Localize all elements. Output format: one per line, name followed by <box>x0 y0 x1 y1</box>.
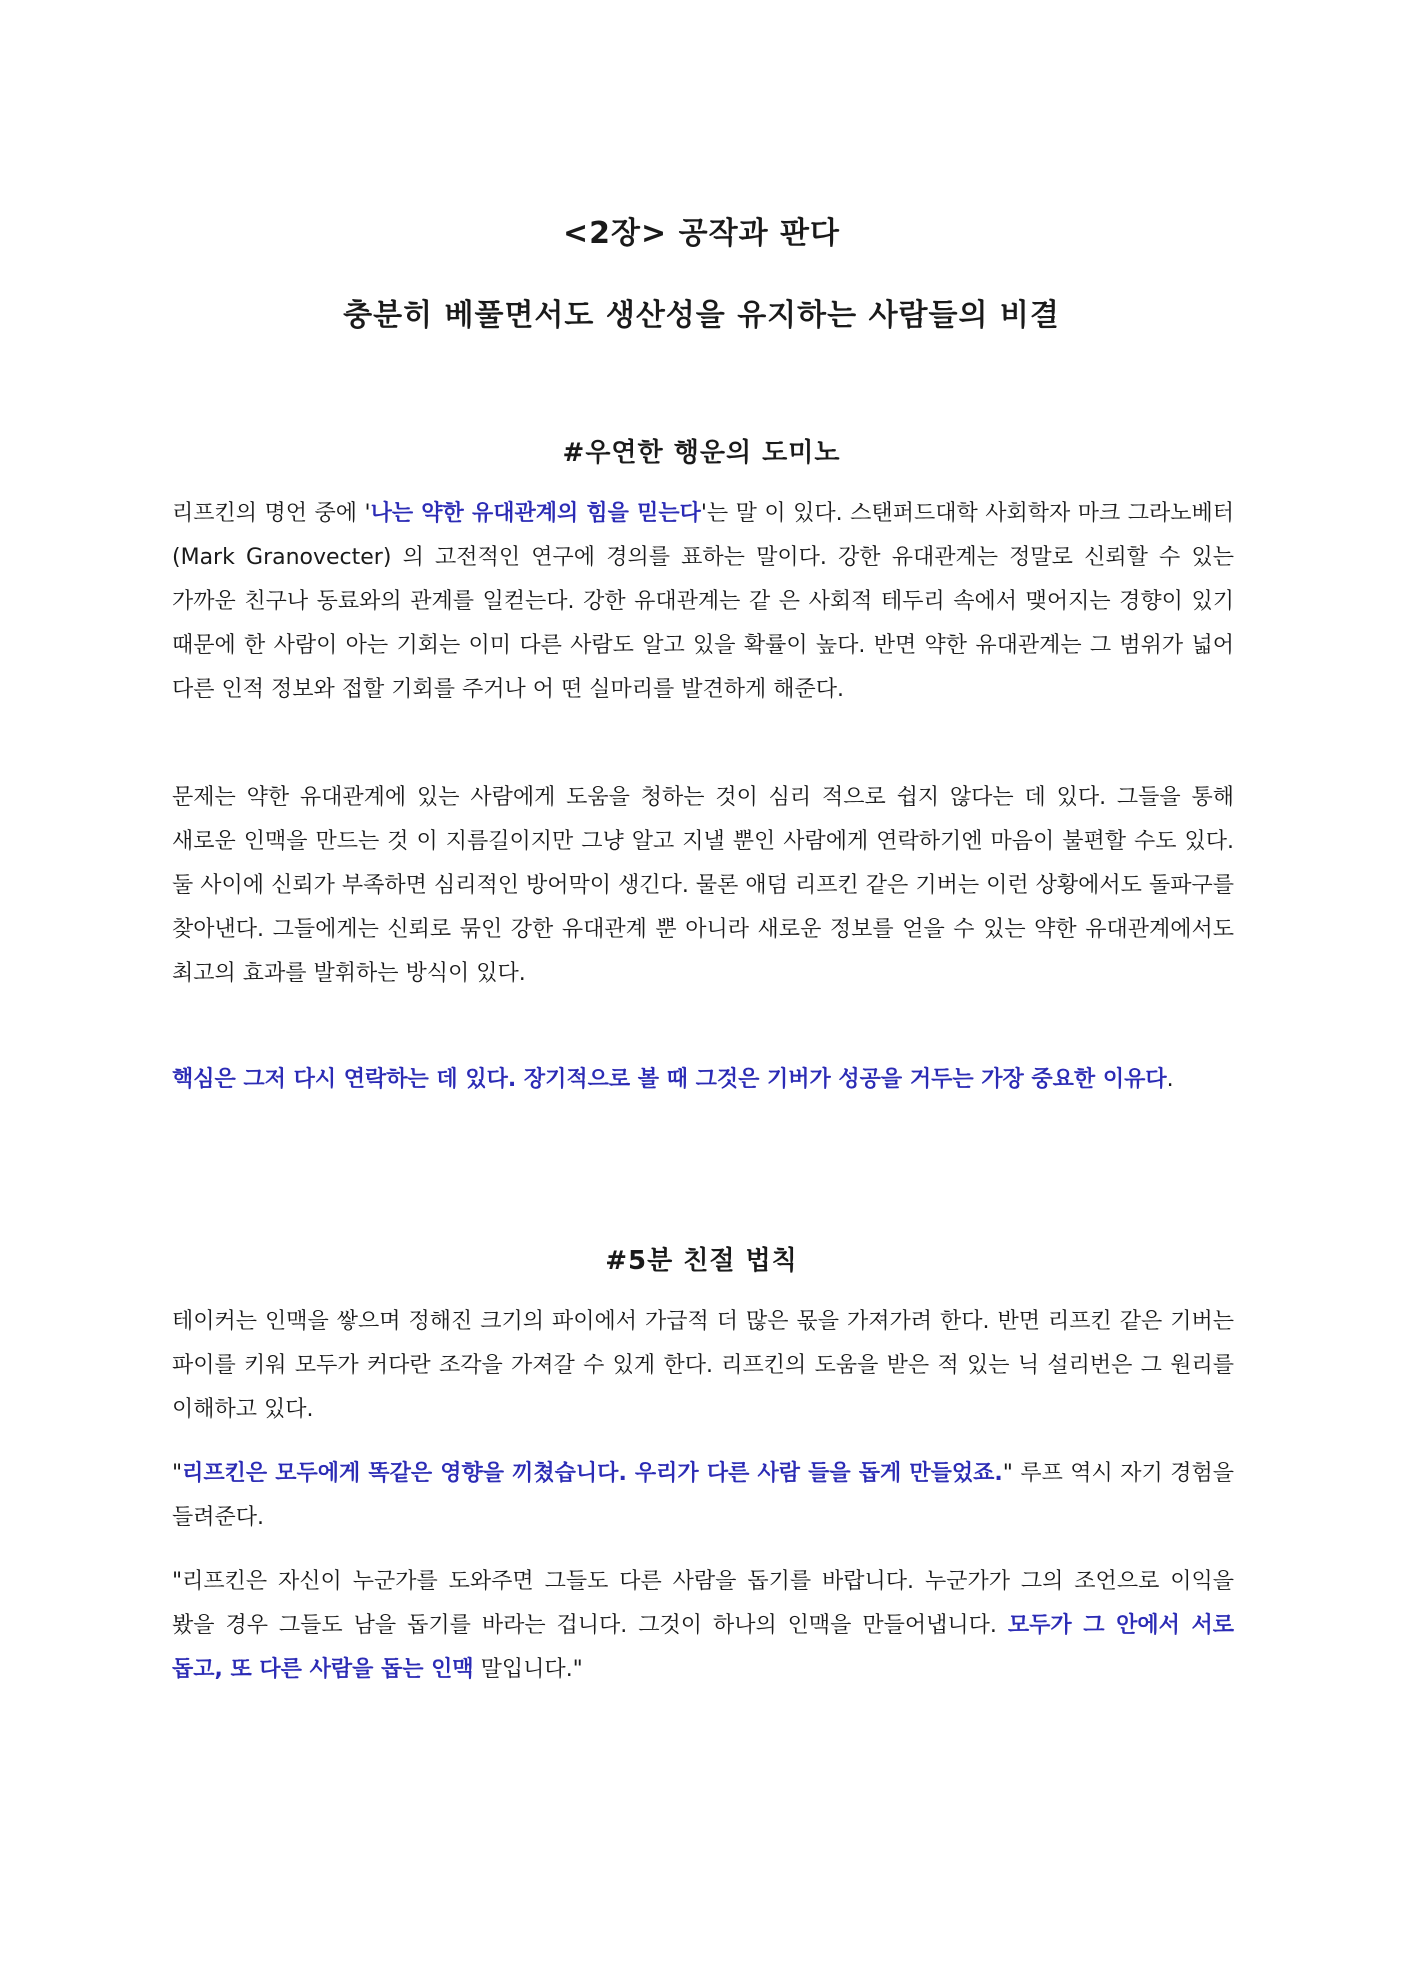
section-heading-domino: #우연한 행운의 도미노 <box>562 438 841 468</box>
paragraph-text: 말입니다." <box>473 1657 583 1682</box>
paragraph <box>172 492 1234 712</box>
quote-paragraph <box>172 1560 1234 1692</box>
highlighted-quote: 나는 약한 유대관계의 힘을 믿는다 <box>370 501 701 526</box>
quote-paragraph <box>172 1452 1234 1540</box>
paragraph-text: '는 말 이 있다. 스탠퍼드대학 사회학자 마크 그라노베터(Mark Granovecter) 의 고전적인 연구에 경의를 표하는 말이다. 강한 유대관계는 정말로 신뢰할 수 있는 가까운 친구나 동료와의 관계를 일컫는다. 강한 유대관계는 같 은 사회적 테두리 속에서 맺어지는 경향이 있기 때문에 한 사람이 아는 기회는 이미 다른 사람도 알고 있을 확률이 높다. 반면 약한 유대관계는 그 범위가 넓어 다른 인적 정보와 접할 기회를 주거나 어 떤 실마리를 발견하게 해준다. <box>172 501 1234 702</box>
section-heading-kindness: #5분 친절 법칙 <box>605 1246 798 1276</box>
paragraph-text: 리프킨의 명언 중에 ' <box>172 501 371 526</box>
chapter-title: <2장> 공작과 판다 <box>563 216 840 251</box>
paragraph: 테이커는 인맥을 쌓으며 정해진 크기의 파이에서 가급적 더 많은 몫을 가져가려 한다. 반면 리프킨 같은 기버는 파이를 키워 모두가 커다란 조각을 가져갈 수 있게 한다. 리프킨의 도움을 받은 적 있는 닉 설리번은 그 원리를 이해하고 있다. <box>172 1309 1234 1422</box>
key-point-paragraph <box>172 1058 1234 1102</box>
paragraph-text: " <box>172 1461 183 1486</box>
paragraph-text: " 루프 역시 자기 경험을 들려준다. <box>172 1461 1234 1530</box>
paragraph-text: . <box>1166 1067 1174 1092</box>
chapter-subtitle: 충분히 베풀면서도 생산성을 유지하는 사람들의 비결 <box>343 298 1060 333</box>
paragraph-text: "리프킨은 자신이 누군가를 도와주면 그들도 다른 사람을 돕기를 바랍니다. 누군가가 그의 조언으로 이익을 봤을 경우 그들도 남을 돕기를 바라는 겁니다. 그것이 하나의 인맥을 만들어냅니다. <box>172 1569 1234 1638</box>
highlighted-text: 핵심은 그저 다시 연락하는 데 있다. 장기적으로 볼 때 그것은 기버가 성공을 거두는 가장 중요한 이유다 <box>172 1067 1167 1092</box>
paragraph: 문제는 약한 유대관계에 있는 사람에게 도움을 청하는 것이 심리 적으로 쉽지 않다는 데 있다. 그들을 통해 새로운 인맥을 만드는 것 이 지름길이지만 그냥 알고 지낼 뿐인 사람에게 연락하기엔 마음이 불편할 수도 있다. 둘 사이에 신뢰가 부족하면 심리적인 방어막이 생긴다. 물론 애덤 리프킨 같은 기버는 이런 상황에서도 돌파구를 찾아낸다. 그들에게는 신뢰로 묶인 강한 유대관계 뿐 아니라 새로운 정보를 얻을 수 있는 약한 유대관계에서도 최고의 효과를 발휘하는 방식이 있다. <box>172 785 1234 986</box>
highlighted-text: 모두가 그 안에서 서로 돕고, 또 다른 사람을 돕는 인맥 <box>172 1613 1235 1682</box>
highlighted-quote: 리프킨은 모두에게 똑같은 영향을 끼쳤습니다. 우리가 다른 사람 들을 돕게 만들었죠. <box>182 1461 1003 1486</box>
